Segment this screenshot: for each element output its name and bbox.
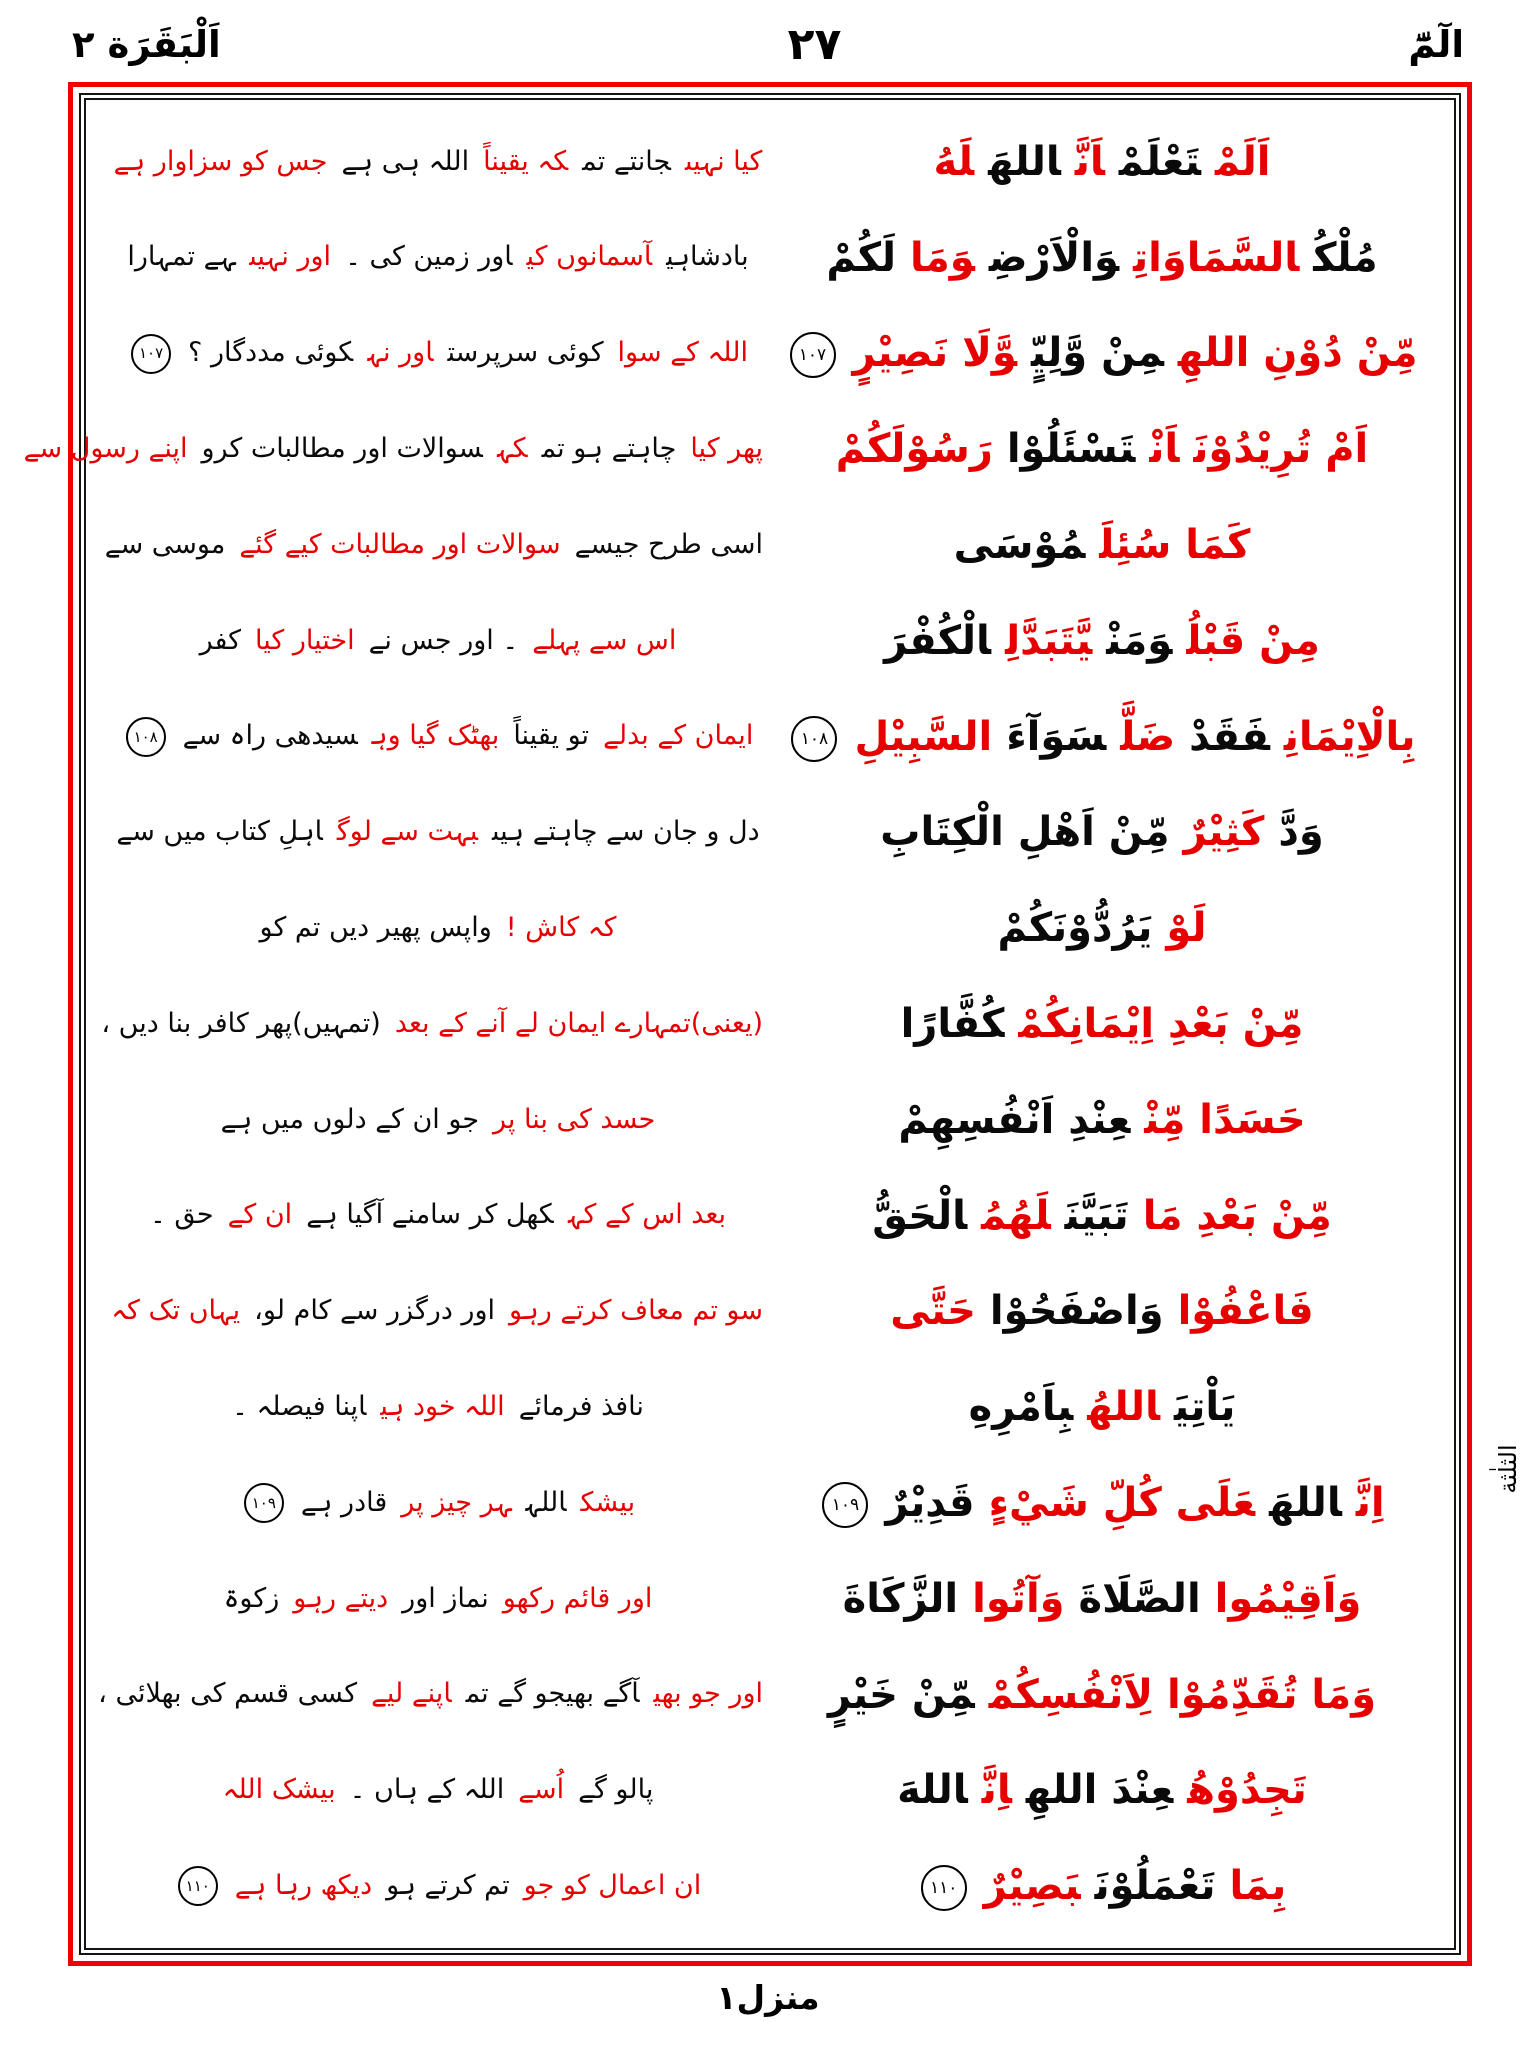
text-segment: زکوۃ bbox=[223, 1582, 280, 1614]
text-segment: نماز اور bbox=[402, 1582, 489, 1614]
urdu-line bbox=[106, 237, 770, 278]
text-segment: وَاصْفَحُوْا bbox=[989, 1288, 1164, 1335]
verse-row bbox=[106, 1072, 1434, 1168]
text-segment: مِّنْ بَعْدِ مَا bbox=[1142, 1192, 1332, 1239]
text-segment: اللہ ہی ہے bbox=[341, 145, 470, 177]
text-segment: اور قائم رکھو bbox=[502, 1582, 653, 1614]
arabic-line bbox=[770, 227, 1434, 289]
arabic-line bbox=[770, 1185, 1434, 1247]
text-segment: اسی طرح جیسے bbox=[574, 528, 763, 560]
text-segment: بیشک bbox=[580, 1486, 636, 1518]
text-segment: قادر ہے bbox=[300, 1486, 388, 1518]
verse-row bbox=[106, 880, 1434, 976]
urdu-line bbox=[106, 1291, 770, 1332]
text-segment: سَوَآءَ bbox=[1006, 713, 1107, 760]
arabic-line bbox=[770, 1759, 1434, 1821]
urdu-line bbox=[106, 525, 770, 566]
arabic-line bbox=[770, 1472, 1434, 1534]
text-segment: اللهُ bbox=[1087, 1384, 1160, 1431]
text-segment: تو یقیناً bbox=[513, 720, 590, 752]
verse-row bbox=[106, 785, 1434, 881]
text-segment: ان اعمال کو جو bbox=[523, 1869, 702, 1901]
text-segment: حسد کی بنا پر bbox=[493, 1103, 656, 1135]
text-segment: اور نہیں bbox=[249, 241, 332, 273]
text-segment: مِّنْ دُوْنِ اللهِ bbox=[1177, 330, 1418, 377]
text-segment: پالو گے bbox=[578, 1774, 654, 1806]
arabic-line bbox=[770, 1089, 1434, 1151]
text-segment: يَّتَبَدَّلِ bbox=[1005, 617, 1093, 664]
text-segment: موسی سے bbox=[104, 528, 226, 560]
text-segment: کہ کاش ! bbox=[505, 912, 617, 944]
text-segment: اللهَ bbox=[1269, 1480, 1342, 1527]
text-segment: حق ۔ bbox=[149, 1199, 214, 1231]
page-header bbox=[72, 12, 1464, 76]
urdu-line bbox=[106, 716, 770, 757]
text-segment: كَثِيْرٌ bbox=[1183, 809, 1265, 856]
text-segment: اور نہ bbox=[367, 337, 434, 369]
arabic-line bbox=[770, 993, 1434, 1055]
text-segment: دیکھ رہا ہے bbox=[234, 1869, 373, 1901]
arabic-line bbox=[770, 1376, 1434, 1438]
text-segment: كُفَّارًا bbox=[900, 1001, 1005, 1048]
text-segment: (تمہیں)پھر کافر بنا دیں ، bbox=[101, 1007, 381, 1039]
text-segment: بھٹک گیا وہ bbox=[371, 720, 500, 752]
arabic-line bbox=[770, 801, 1434, 863]
text-segment: وَمَنْ bbox=[1106, 617, 1173, 664]
verse-number-badge: ١٠٨ bbox=[126, 717, 166, 757]
text-segment: نافذ فرمائے bbox=[518, 1391, 644, 1422]
text-segment: وَدَّ bbox=[1278, 809, 1324, 856]
text-segment: اَنَّ bbox=[1074, 138, 1105, 185]
urdu-line bbox=[106, 1483, 770, 1524]
text-segment: الْكُفْرَ bbox=[884, 617, 992, 664]
arabic-line bbox=[770, 1568, 1434, 1630]
verse-number-badge: ١٠٩ bbox=[244, 1483, 284, 1523]
verse-number-badge: ١٠٨ bbox=[791, 716, 837, 762]
text-segment: وَمَا bbox=[909, 234, 975, 281]
text-segment: یہاں تک کہ bbox=[111, 1295, 241, 1327]
urdu-line bbox=[106, 1387, 770, 1428]
text-segment: مُلْكُ bbox=[1313, 234, 1378, 281]
text-segment: عَلَى كُلِّ شَيْءٍ bbox=[988, 1480, 1256, 1527]
text-segment: جس کو سزاوار ہے bbox=[113, 145, 328, 177]
text-segment: سیدھی راہ سے bbox=[182, 720, 358, 752]
text-segment: وَآتُوا bbox=[972, 1575, 1065, 1622]
text-segment: ان کے bbox=[227, 1199, 293, 1231]
text-segment: اپنے لیے bbox=[371, 1678, 452, 1710]
verse-row bbox=[106, 1838, 1434, 1934]
text-segment: کسی قسم کی بھلائی ، bbox=[98, 1678, 358, 1710]
text-segment: تم کرتے ہو bbox=[386, 1869, 510, 1901]
text-segment: وَاَقِيْمُوا bbox=[1214, 1575, 1362, 1622]
text-segment: کھل کر سامنے آگیا ہے bbox=[306, 1199, 554, 1231]
arabic-line bbox=[770, 610, 1434, 672]
text-segment: ہے تمہارا bbox=[127, 241, 236, 273]
text-segment: سوالات اور مطالبات کیے گئے bbox=[239, 528, 561, 560]
text-segment: کہ یقیناً bbox=[483, 145, 569, 177]
text-segment: تَعْمَلُوْنَ bbox=[1094, 1863, 1216, 1910]
text-segment: عِنْدِ اَنْفُسِهِمْ bbox=[898, 1096, 1131, 1143]
text-segment: وَّلَا نَصِيْرٍ bbox=[852, 330, 1017, 377]
verse-row bbox=[106, 593, 1434, 689]
text-segment: سو تم معاف کرتے رہو bbox=[509, 1295, 763, 1327]
text-segment: اللهَ bbox=[897, 1767, 968, 1814]
text-segment: کہ bbox=[496, 433, 528, 465]
verse-row bbox=[106, 210, 1434, 306]
text-segment: تَبَيَّنَ bbox=[1064, 1192, 1129, 1239]
arabic-line bbox=[770, 1280, 1434, 1342]
text-segment: مِنْ وَّلِيٍّ bbox=[1030, 330, 1164, 377]
text-segment: يَرُدُّوْنَكُمْ bbox=[997, 905, 1153, 952]
text-segment: اِنَّ bbox=[981, 1767, 1012, 1814]
text-segment: لَهُمُ bbox=[981, 1192, 1051, 1239]
text-segment: تَجِدُوْهُ bbox=[1187, 1767, 1307, 1814]
verse-number-badge: ١١٠ bbox=[178, 1866, 218, 1906]
text-segment: بِالْاِيْمَانِ bbox=[1283, 713, 1416, 760]
text-segment: اَلَمْ bbox=[1214, 138, 1271, 185]
text-segment: مِنْ قَبْلُ bbox=[1186, 617, 1320, 664]
text-segment: اَنْ bbox=[1149, 426, 1180, 473]
arabic-line bbox=[770, 1855, 1434, 1917]
urdu-line bbox=[98, 1674, 770, 1715]
text-segment: اہلِ کتاب میں سے bbox=[116, 816, 323, 848]
text-segment: اپنے رسول سے bbox=[23, 433, 188, 465]
text-segment: فَاعْفُوْا bbox=[1177, 1288, 1314, 1335]
verse-row bbox=[98, 1647, 1434, 1743]
text-segment: پھر کیا bbox=[690, 433, 763, 465]
text-segment: اختیار کیا bbox=[255, 624, 355, 656]
text-segment: کوئی سرپرست bbox=[447, 337, 604, 369]
text-segment: تَعْلَمْ bbox=[1118, 138, 1201, 185]
text-segment: الصَّلَاةَ bbox=[1078, 1575, 1201, 1622]
juz-name: الٓمّٓ bbox=[1408, 22, 1464, 66]
text-segment: ضَلَّ bbox=[1120, 713, 1176, 760]
text-segment: اللہ خود ہی bbox=[380, 1391, 505, 1422]
text-segment: ۔ اور جس نے bbox=[368, 624, 519, 656]
urdu-line bbox=[106, 142, 770, 183]
text-segment: لَوْ bbox=[1166, 905, 1207, 952]
arabic-line bbox=[770, 897, 1434, 959]
text-segment: کفر bbox=[199, 624, 242, 656]
text-segment: لَهُ bbox=[933, 138, 975, 185]
text-segment: بہت سے لوگ bbox=[336, 816, 478, 848]
text-segment: بِمَا bbox=[1229, 1863, 1287, 1910]
urdu-line bbox=[106, 1195, 770, 1236]
text-segment: ایمان کے بدلے bbox=[603, 720, 754, 752]
text-segment: مِّنْ بَعْدِ اِيْمَانِكُمْ bbox=[1018, 1001, 1304, 1048]
text-segment: دیتے رہو bbox=[293, 1582, 389, 1614]
surah-name: اَلْبَقَرَة ٢ bbox=[72, 22, 221, 66]
text-segment: وَمَا تُقَدِّمُوْا لِاَنْفُسِكُمْ bbox=[988, 1671, 1377, 1718]
text-segment: رَسُوْلَكُمْ bbox=[835, 426, 993, 473]
verse-row bbox=[106, 1168, 1434, 1264]
text-segment: مِّنْ اَهْلِ الْكِتَابِ bbox=[880, 809, 1170, 856]
verse-row bbox=[106, 1359, 1434, 1455]
text-segment: سُئِلَ bbox=[1099, 522, 1172, 569]
verse-row bbox=[106, 114, 1434, 210]
text-segment: الْحَقُّ bbox=[872, 1192, 968, 1239]
text-segment: اللهَ bbox=[988, 138, 1061, 185]
text-segment: اور جو بھی bbox=[653, 1678, 763, 1710]
text-segment: اللہ کے سوا bbox=[617, 337, 748, 369]
text-segment: اِنَّ bbox=[1355, 1480, 1385, 1527]
verse-row bbox=[23, 401, 1434, 497]
arabic-line bbox=[770, 1664, 1434, 1726]
verse-row bbox=[106, 1551, 1434, 1647]
verse-number-badge: ١٠٧ bbox=[131, 334, 171, 374]
text-segment: اَمْ تُرِيْدُوْنَ bbox=[1193, 426, 1369, 473]
urdu-line bbox=[101, 1004, 770, 1045]
text-segment: جو ان کے دلوں میں ہے bbox=[220, 1103, 480, 1135]
verse-number-badge: ١٠٧ bbox=[790, 332, 836, 378]
verse-row bbox=[106, 497, 1434, 593]
text-segment: واپس پھیر دیں تم کو bbox=[259, 912, 492, 944]
text-segment: بِاَمْرِهِ bbox=[968, 1384, 1074, 1431]
urdu-line bbox=[23, 429, 770, 470]
arabic-line bbox=[770, 131, 1434, 193]
text-segment: فَقَدْ bbox=[1189, 713, 1270, 760]
text-segment: يَاْتِيَ bbox=[1174, 1384, 1236, 1431]
text-segment: اور زمین کی ۔ bbox=[345, 241, 513, 273]
quran-frame bbox=[23, 82, 1472, 1966]
juz-quarter-note: الثلٰثة bbox=[1494, 1444, 1522, 1494]
urdu-line bbox=[106, 1579, 770, 1620]
text-segment: وَالْاَرْضِ bbox=[988, 234, 1120, 281]
verse-row bbox=[101, 976, 1434, 1072]
verse-rows bbox=[23, 100, 1454, 1948]
text-segment: اللہ bbox=[525, 1486, 567, 1518]
text-segment: آسمانوں کی bbox=[526, 241, 653, 273]
urdu-line bbox=[106, 1770, 770, 1811]
text-segment: کوئی مددگار ؟ bbox=[188, 337, 354, 369]
urdu-line bbox=[106, 908, 770, 949]
text-segment: مِّنْ خَيْرٍ bbox=[827, 1671, 975, 1718]
text-segment: اپنا فیصلہ ۔ bbox=[232, 1391, 367, 1422]
text-segment: اس سے پہلے bbox=[532, 624, 677, 656]
arabic-line bbox=[770, 418, 1434, 480]
text-segment: لَكُمْ bbox=[826, 234, 896, 281]
verse-row bbox=[106, 689, 1434, 785]
text-segment: قَدِيْرٌ bbox=[885, 1480, 975, 1527]
text-segment: دل و جان سے چاہتے ہیں bbox=[492, 816, 760, 848]
urdu-line bbox=[106, 812, 770, 853]
text-segment: جانتے تم bbox=[582, 145, 671, 177]
text-segment: (یعنی)تمہارے ایمان لے آنے کے بعد bbox=[394, 1007, 763, 1039]
verse-number-badge: ١٠٩ bbox=[822, 1482, 868, 1528]
arabic-line bbox=[770, 706, 1434, 768]
text-segment: چاہتے ہو تم bbox=[541, 433, 677, 465]
text-segment: عِنْدَ اللهِ bbox=[1025, 1767, 1174, 1814]
text-segment: اور درگزر سے کام لو، bbox=[254, 1295, 496, 1327]
text-segment: اُسے bbox=[518, 1774, 565, 1806]
text-segment: اللہ کے ہاں ۔ bbox=[349, 1774, 505, 1806]
arabic-line bbox=[770, 514, 1434, 576]
text-segment: كَمَا bbox=[1185, 522, 1251, 569]
verse-row bbox=[106, 1743, 1434, 1839]
text-segment: آگے بھیجو گے تم bbox=[465, 1678, 640, 1710]
text-segment: بعد اس کے کہ bbox=[567, 1199, 727, 1231]
text-segment: بادشاہی bbox=[666, 241, 749, 273]
urdu-line bbox=[106, 1866, 770, 1907]
text-segment: سوالات اور مطالبات کرو bbox=[201, 433, 483, 465]
text-segment: بیشک اللہ bbox=[222, 1774, 336, 1806]
urdu-line bbox=[106, 621, 770, 662]
manzil-footer: منزل١ bbox=[716, 1978, 820, 2017]
verse-row bbox=[106, 1264, 1434, 1360]
text-segment: تَسْئَلُوْا bbox=[1006, 426, 1136, 473]
text-segment: الزَّكَاةَ bbox=[842, 1575, 959, 1622]
arabic-line bbox=[770, 322, 1434, 384]
text-segment: بَصِيْرٌ bbox=[983, 1863, 1081, 1910]
text-segment: کیا نہیں bbox=[684, 145, 763, 177]
text-segment: ہر چیز پر bbox=[401, 1486, 512, 1518]
verse-row bbox=[106, 1455, 1434, 1551]
verse-number-badge: ١١٠ bbox=[921, 1865, 967, 1911]
urdu-line bbox=[106, 1100, 770, 1141]
inner-frame bbox=[23, 93, 1461, 1955]
page-number: ۲۷ bbox=[787, 18, 842, 70]
text-segment: السَّبِيْلِ bbox=[854, 713, 993, 760]
text-segment: مُوْسَى bbox=[953, 522, 1086, 569]
urdu-line bbox=[106, 333, 770, 374]
text-segment: السَّمَاوَاتِ bbox=[1133, 234, 1300, 281]
text-segment: حَتَّى bbox=[890, 1288, 976, 1335]
text-segment: حَسَدًا مِّنْ bbox=[1144, 1096, 1306, 1143]
verse-row bbox=[106, 306, 1434, 402]
